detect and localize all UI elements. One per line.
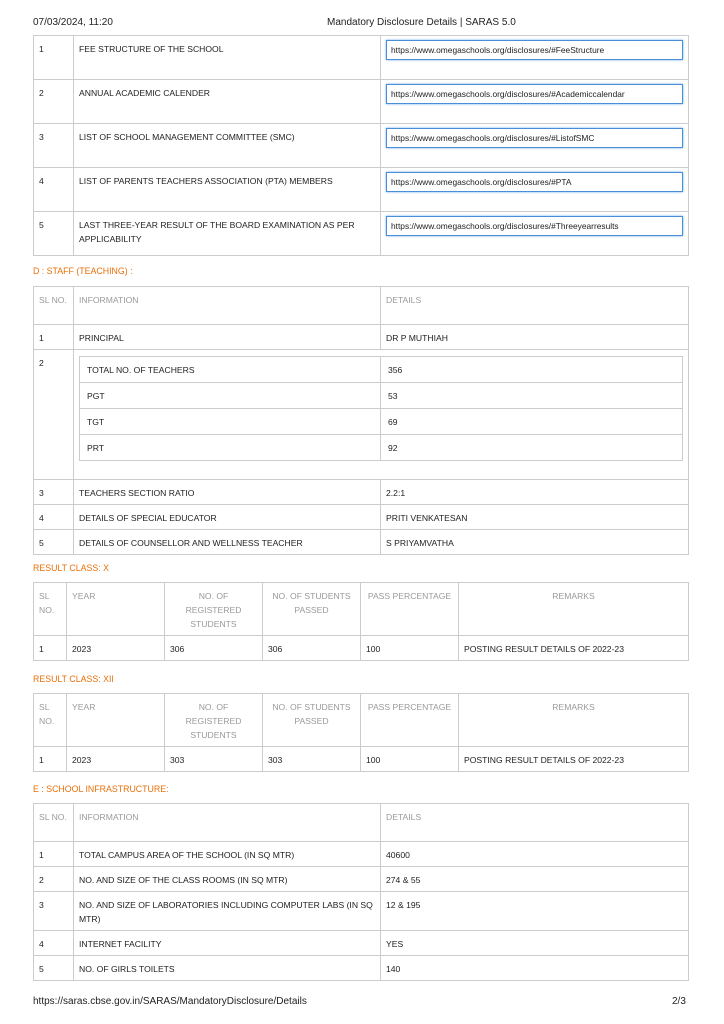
info-cell: NO. AND SIZE OF LABORATORIES INCLUDING COMPUTER LABS (IN SQ MTR)	[74, 892, 381, 931]
passed-cell: 303	[263, 747, 361, 772]
info-cell: INTERNET FACILITY	[74, 931, 381, 956]
col-header-remarks: REMARKS	[459, 694, 689, 747]
info-cell: ANNUAL ACADEMIC CALENDER	[74, 80, 381, 124]
teachers-table	[79, 356, 683, 461]
table-row	[34, 842, 689, 867]
staff-table	[33, 286, 689, 555]
documents-table	[33, 35, 689, 256]
table-row	[80, 409, 683, 435]
details-cell: 69	[381, 409, 683, 435]
table-row	[34, 325, 689, 350]
col-header-sl: SL NO.	[34, 694, 67, 747]
info-cell: DETAILS OF COUNSELLOR AND WELLNESS TEACHER	[74, 530, 381, 555]
details-cell: YES	[381, 931, 689, 956]
sl-cell: 1	[34, 747, 67, 772]
section-title-result-xii: RESULT CLASS: XII	[33, 674, 114, 684]
table-row	[80, 357, 683, 383]
col-header-details: DETAILS	[381, 287, 689, 325]
sl-cell: 4	[34, 931, 74, 956]
table-row	[34, 36, 689, 80]
table-row	[34, 931, 689, 956]
table-row	[34, 124, 689, 168]
section-title-result-x: RESULT CLASS: X	[33, 563, 109, 573]
table-row	[34, 747, 689, 772]
year-cell: 2023	[67, 636, 165, 661]
col-header-year: YEAR	[67, 583, 165, 636]
details-cell: 40600	[381, 842, 689, 867]
details-cell: PRITI VENKATESAN	[381, 505, 689, 530]
infrastructure-table	[33, 803, 689, 981]
sl-cell: 1	[34, 842, 74, 867]
sl-cell: 4	[34, 505, 74, 530]
page-number: 2/3	[672, 996, 686, 1007]
table-row	[34, 350, 689, 480]
table-row	[34, 867, 689, 892]
result-x-table	[33, 582, 689, 661]
sl-cell: 4	[34, 168, 74, 212]
info-cell: LIST OF SCHOOL MANAGEMENT COMMITTEE (SMC)	[74, 124, 381, 168]
col-header-passed: NO. OF STUDENTS PASSED	[263, 694, 361, 747]
col-header-sl: SL NO.	[34, 287, 74, 325]
registered-cell: 306	[165, 636, 263, 661]
section-title-staff: D : STAFF (TEACHING) :	[33, 266, 133, 276]
section-title-infrastructure: E : SCHOOL INFRASTRUCTURE:	[33, 784, 169, 794]
sl-cell: 3	[34, 892, 74, 931]
details-cell: S PRIYAMVATHA	[381, 530, 689, 555]
pass-percentage-cell: 100	[361, 747, 459, 772]
page-title: Mandatory Disclosure Details | SARAS 5.0	[327, 17, 516, 28]
col-header-registered: NO. OF REGISTERED STUDENTS	[165, 583, 263, 636]
col-header-registered: NO. OF REGISTERED STUDENTS	[165, 694, 263, 747]
sl-cell: 1	[34, 36, 74, 80]
details-cell: 356	[381, 357, 683, 383]
link-cell	[381, 124, 689, 168]
document-link[interactable]: https://www.omegaschools.org/disclosures/#ListofSMC	[386, 128, 683, 148]
table-header-row	[34, 694, 689, 747]
table-row	[34, 530, 689, 555]
registered-cell: 303	[165, 747, 263, 772]
remarks-cell: POSTING RESULT DETAILS OF 2022-23	[459, 747, 689, 772]
link-cell	[381, 36, 689, 80]
col-header-passed: NO. OF STUDENTS PASSED	[263, 583, 361, 636]
sl-cell: 2	[34, 867, 74, 892]
link-cell	[381, 168, 689, 212]
info-cell: NO. OF GIRLS TOILETS	[74, 956, 381, 981]
info-cell: NO. AND SIZE OF THE CLASS ROOMS (IN SQ MTR)	[74, 867, 381, 892]
sl-cell: 5	[34, 212, 74, 256]
info-cell: TEACHERS SECTION RATIO	[74, 480, 381, 505]
details-cell: DR P MUTHIAH	[381, 325, 689, 350]
info-cell: PGT	[80, 383, 381, 409]
info-cell: DETAILS OF SPECIAL EDUCATOR	[74, 505, 381, 530]
table-header-row	[34, 583, 689, 636]
col-header-year: YEAR	[67, 694, 165, 747]
info-cell: TGT	[80, 409, 381, 435]
sl-cell: 1	[34, 325, 74, 350]
sl-cell: 3	[34, 124, 74, 168]
info-cell: PRT	[80, 435, 381, 461]
footer-url: https://saras.cbse.gov.in/SARAS/MandatoryDisclosure/Details	[33, 996, 307, 1007]
passed-cell: 306	[263, 636, 361, 661]
col-header-details: DETAILS	[381, 804, 689, 842]
info-cell: FEE STRUCTURE OF THE SCHOOL	[74, 36, 381, 80]
result-xii-table	[33, 693, 689, 772]
info-cell: TOTAL NO. OF TEACHERS	[80, 357, 381, 383]
sl-cell: 3	[34, 480, 74, 505]
col-header-info: INFORMATION	[74, 287, 381, 325]
details-cell: 53	[381, 383, 683, 409]
pass-percentage-cell: 100	[361, 636, 459, 661]
table-row	[34, 168, 689, 212]
sl-cell: 2	[34, 80, 74, 124]
remarks-cell: POSTING RESULT DETAILS OF 2022-23	[459, 636, 689, 661]
details-cell: 2.2:1	[381, 480, 689, 505]
col-header-sl: SL NO.	[34, 804, 74, 842]
table-row	[34, 892, 689, 931]
col-header-pass-percentage: PASS PERCENTAGE	[361, 583, 459, 636]
link-cell	[381, 212, 689, 256]
sl-cell: 1	[34, 636, 67, 661]
link-cell	[381, 80, 689, 124]
col-header-sl: SL NO.	[34, 583, 67, 636]
document-link[interactable]: https://www.omegaschools.org/disclosures/#Threeyearresults	[386, 216, 683, 236]
table-header-row	[34, 287, 689, 325]
document-link[interactable]: https://www.omegaschools.org/disclosures/#FeeStructure	[386, 40, 683, 60]
table-row	[80, 435, 683, 461]
info-cell: LAST THREE-YEAR RESULT OF THE BOARD EXAMINATION AS PER APPLICABILITY	[74, 212, 381, 256]
document-link[interactable]: https://www.omegaschools.org/disclosures/#PTA	[386, 172, 683, 192]
col-header-info: INFORMATION	[74, 804, 381, 842]
table-row	[34, 636, 689, 661]
table-row	[34, 212, 689, 256]
details-cell: 140	[381, 956, 689, 981]
col-header-pass-percentage: PASS PERCENTAGE	[361, 694, 459, 747]
details-cell: 92	[381, 435, 683, 461]
sl-cell: 5	[34, 956, 74, 981]
table-row	[34, 80, 689, 124]
sl-cell: 2	[34, 350, 74, 480]
print-datetime: 07/03/2024, 11:20	[33, 17, 113, 28]
table-row	[34, 505, 689, 530]
table-header-row	[34, 804, 689, 842]
table-row	[80, 383, 683, 409]
sl-cell: 5	[34, 530, 74, 555]
details-cell: 12 & 195	[381, 892, 689, 931]
info-cell: TOTAL CAMPUS AREA OF THE SCHOOL (IN SQ MTR)	[74, 842, 381, 867]
table-row	[34, 956, 689, 981]
info-cell: LIST OF PARENTS TEACHERS ASSOCIATION (PTA) MEMBERS	[74, 168, 381, 212]
teachers-cell	[74, 350, 689, 480]
document-link[interactable]: https://www.omegaschools.org/disclosures/#Academiccalendar	[386, 84, 683, 104]
table-row	[34, 480, 689, 505]
year-cell: 2023	[67, 747, 165, 772]
info-cell: PRINCIPAL	[74, 325, 381, 350]
details-cell: 274 & 55	[381, 867, 689, 892]
col-header-remarks: REMARKS	[459, 583, 689, 636]
